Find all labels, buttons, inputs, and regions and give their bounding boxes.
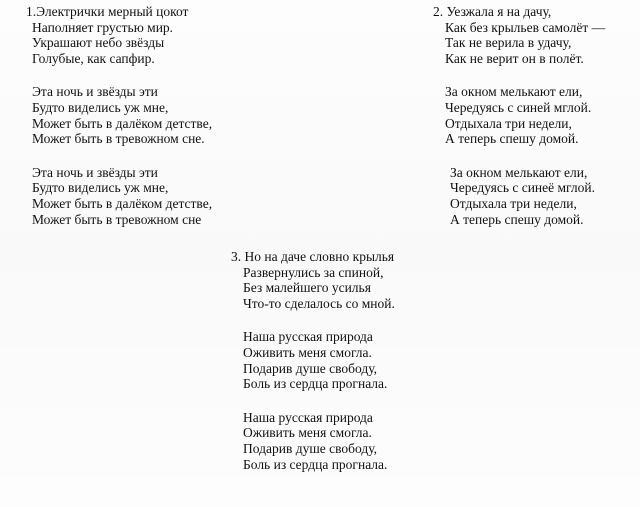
verse-line: Развернулись за спиной, <box>243 264 384 280</box>
verse-line: Может быть в далёком детстве, <box>32 195 213 211</box>
verse-line: Как не верит он в полёт. <box>445 50 584 66</box>
verse-line: Как без крыльев самолёт — <box>445 19 606 35</box>
verse-line: 1.Электрички мерный цокот <box>26 4 189 19</box>
verse-line: Эта ночь и звёзды эти <box>32 164 158 180</box>
verse-1-stanza-1 <box>26 4 212 66</box>
verse-line: Боль из сердца прогнала. <box>243 456 388 472</box>
verse-3-stanza-3 <box>231 410 395 472</box>
verse-line: Без малейшего усилья <box>243 280 371 296</box>
verse-line: Чередуясь с синеё мглой. <box>450 180 595 196</box>
verse-line: Чередуясь с синей мглой. <box>445 99 592 115</box>
verse-1-stanza-2 <box>26 84 212 146</box>
verse-line: А теперь спешу домой. <box>450 211 584 227</box>
verse-line: Боль из сердца прогнала. <box>243 376 388 392</box>
verse-line: Подарив душе свободу, <box>243 360 377 376</box>
verse-3-stanza-2 <box>231 329 395 391</box>
verse-line: Наша русская природа <box>243 409 373 425</box>
verse-line: За окном мелькают ели, <box>445 84 583 100</box>
verse-line: Украшают небо звёзды <box>32 35 165 51</box>
verse-line: Подарив душе свободу, <box>243 440 377 456</box>
verse-1-stanza-3 <box>26 165 212 227</box>
verse-2-stanza-1 <box>433 4 605 66</box>
verse-line: Оживить меня смогла. <box>243 344 372 360</box>
verse-line: Будто виделись уж мне, <box>32 99 169 115</box>
verse-line: Может быть в тревожном сне. <box>32 131 205 147</box>
verse-line: Наполняет грустью мир. <box>32 19 174 35</box>
verse-line: Может быть в тревожном сне <box>32 211 202 227</box>
verse-line: Будто виделись уж мне, <box>32 180 169 196</box>
verse-line: Наша русская природа <box>243 329 373 345</box>
verse-line: Что-то сделалось со мной. <box>243 295 395 311</box>
verse-line: Оживить меня смогла. <box>243 425 372 441</box>
verse-2-stanza-3 <box>433 165 605 227</box>
verse-line: Так не верила в удачу, <box>445 35 572 51</box>
verse-line: Голубые, как сапфир. <box>32 50 155 66</box>
verse-3 <box>231 249 395 472</box>
verse-line: Отдыхала три недели, <box>450 195 577 211</box>
verse-2-stanza-2 <box>433 84 605 146</box>
verse-line: А теперь спешу домой. <box>445 131 579 147</box>
verse-line: 3. Но на даче словно крылья <box>231 249 395 264</box>
verse-2 <box>433 4 605 227</box>
verse-line: Может быть в далёком детстве, <box>32 115 213 131</box>
verse-line: Отдыхала три недели, <box>445 115 572 131</box>
verse-line: 2. Уезжала я на дачу, <box>433 4 552 19</box>
verse-line: Эта ночь и звёзды эти <box>32 84 158 100</box>
verse-1 <box>26 4 212 227</box>
verse-3-stanza-1 <box>231 249 395 311</box>
verse-line: За окном мелькают ели, <box>450 164 588 180</box>
